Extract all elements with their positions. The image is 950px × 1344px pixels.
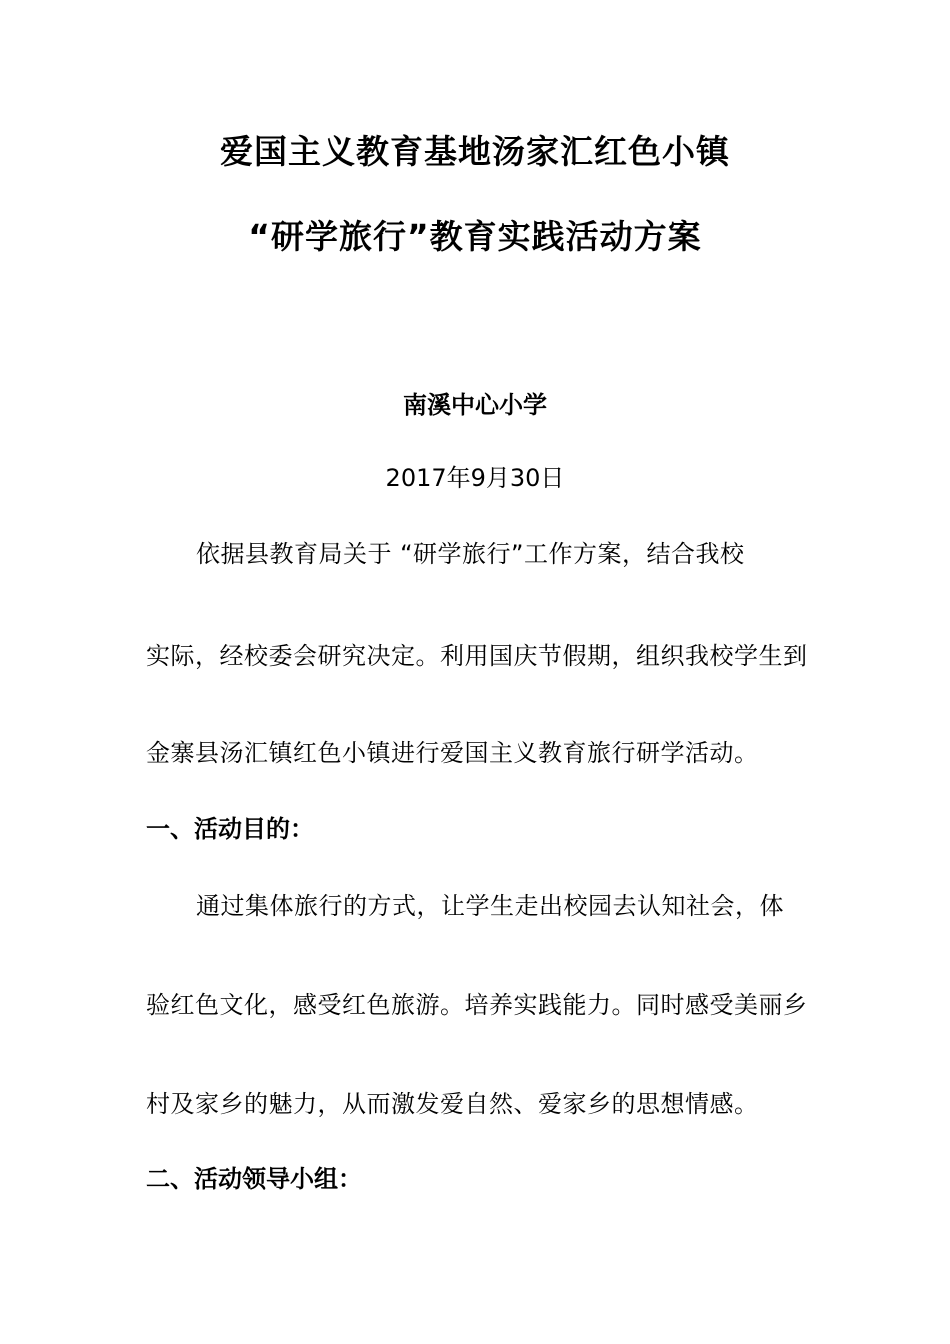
- purpose-paragraph-line-1: 通过集体旅行的方式，让学生走出校园去认知社会，体: [196, 892, 784, 920]
- purpose-paragraph-line-2: 验红色文化，感受红色旅游。培养实践能力。同时感受美丽乡: [146, 991, 808, 1019]
- document-title-line-1: 爱国主义教育基地汤家汇红色小镇: [220, 132, 730, 171]
- document-date: 2017年9月30日: [385, 464, 565, 492]
- intro-paragraph-line-1: 依据县教育局关于 “研学旅行”工作方案，结合我校: [196, 540, 745, 568]
- section-heading-leadership-group: 二、活动领导小组：: [146, 1165, 362, 1193]
- section-heading-purpose: 一、活动目的：: [146, 815, 314, 843]
- intro-paragraph-line-2: 实际，经校委会研究决定。利用国庆节假期，组织我校学生到: [146, 642, 808, 670]
- document-title-line-2: “研学旅行”教育实践活动方案: [248, 217, 702, 256]
- school-name: 南溪中心小学: [403, 391, 547, 419]
- intro-paragraph-line-3: 金寨县汤汇镇红色小镇进行爱国主义教育旅行研学活动。: [146, 739, 759, 767]
- purpose-paragraph-line-3: 村及家乡的魅力，从而激发爱自然、爱家乡的思想情感。: [146, 1090, 759, 1118]
